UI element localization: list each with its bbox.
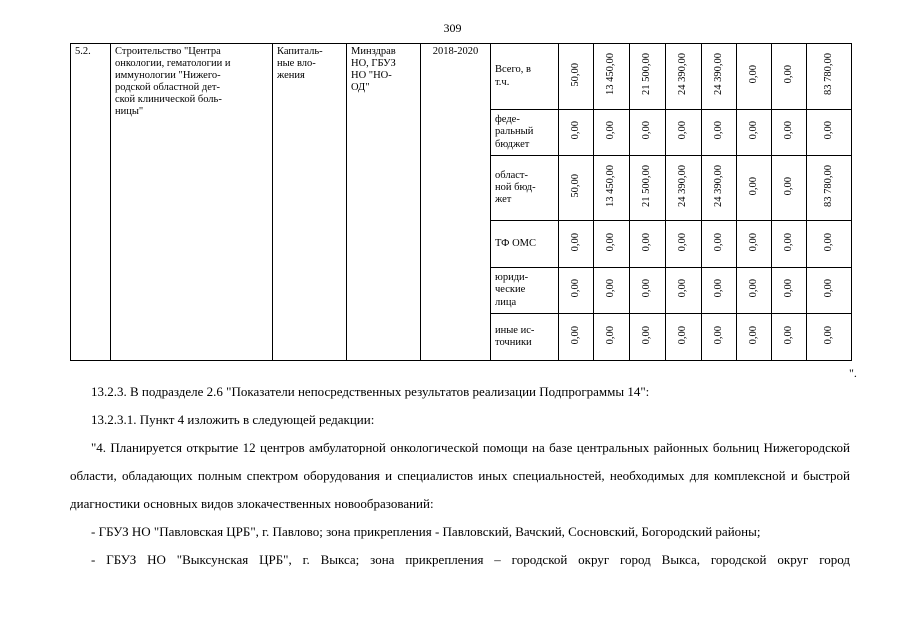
- item-name-line: ницы": [115, 106, 144, 118]
- amount-value: 24 390,00: [712, 164, 724, 207]
- amount-value: 0,00: [712, 121, 724, 140]
- amount-value: 0,00: [747, 232, 759, 252]
- funding-source-line: феде-: [495, 114, 520, 126]
- amount-cell: [666, 110, 702, 156]
- amount-value: 0,00: [822, 279, 834, 298]
- amount-value: 0,00: [677, 279, 689, 298]
- amount-value: 0,00: [822, 325, 834, 345]
- amount-value: 21 500,00: [641, 164, 653, 207]
- amount-cell: [630, 314, 666, 361]
- amount-value: 0,00: [569, 121, 581, 140]
- amount-cell: [807, 110, 852, 156]
- executor-line: ОД": [351, 82, 370, 94]
- funding-source-line: ральный: [495, 126, 534, 138]
- amount-cell: [737, 110, 772, 156]
- paragraph-subsection: 13.2.3. В подразделе 2.6 "Показатели непосредственных результатов реализации Подпрограммы 14":: [91, 384, 650, 399]
- closing-quote: ".: [849, 366, 857, 380]
- body-text: [70, 378, 850, 574]
- amount-value: 0,00: [605, 121, 617, 140]
- amount-cell: [772, 221, 807, 268]
- funding-source-line: Всего, в: [495, 64, 531, 76]
- amount-value: 0,00: [677, 325, 689, 345]
- amount-cell: [594, 110, 630, 156]
- amount-value: 50,00: [569, 62, 581, 87]
- item-name-line: ской клинической боль-: [115, 94, 222, 106]
- amount-value: 0,00: [747, 121, 759, 140]
- funding-source: [491, 44, 559, 110]
- amount-cell: [559, 314, 594, 361]
- expense-type-line: ные вло-: [277, 58, 316, 70]
- amount-cell: [630, 44, 666, 110]
- amount-cell: [772, 44, 807, 110]
- amount-value: 0,00: [677, 232, 689, 252]
- funding-source-line: юриди-: [495, 272, 529, 284]
- amount-value: 24 390,00: [677, 53, 689, 96]
- paragraph-point: 13.2.3.1. Пункт 4 изложить в следующей редакции:: [91, 412, 375, 427]
- item-name-line: родской областной дет-: [115, 82, 220, 94]
- amount-cell: [559, 110, 594, 156]
- amount-cell: [666, 156, 702, 221]
- period: 2018-2020: [421, 44, 491, 361]
- item-number: 5.2.: [71, 44, 111, 361]
- amount-value: 0,00: [747, 176, 759, 196]
- amount-cell: [807, 268, 852, 314]
- funding-source-line: ной бюд-: [495, 181, 536, 193]
- funding-source-line: бюджет: [495, 138, 530, 150]
- item-name-line: иммунологии "Нижего-: [115, 70, 221, 82]
- amount-cell: [702, 44, 737, 110]
- amount-cell: [559, 44, 594, 110]
- amount-cell: [666, 221, 702, 268]
- funding-source: [491, 221, 559, 268]
- paragraph-vyksa: - ГБУЗ НО "Выксунская ЦРБ", г. Выкса; зона прикрепления – городской округ город Выкса, городской округ город: [91, 552, 850, 567]
- amount-value: 0,00: [782, 65, 794, 84]
- amount-cell: [702, 268, 737, 314]
- amount-value: 0,00: [822, 121, 834, 140]
- amount-value: 0,00: [605, 325, 617, 345]
- paragraph-pavlovo: - ГБУЗ НО "Павловская ЦРБ", г. Павлово; зона прикрепления - Павловский, Вачский, Сосновский, Богородский районы;: [91, 524, 761, 539]
- item-name: [111, 44, 273, 361]
- expense-type-line: Капиталь-: [277, 46, 323, 57]
- amount-cell: [630, 110, 666, 156]
- amount-value: 0,00: [712, 325, 724, 345]
- amount-value: 0,00: [782, 279, 794, 298]
- amount-cell: [666, 314, 702, 361]
- amount-cell: [666, 268, 702, 314]
- amount-value: 0,00: [569, 325, 581, 345]
- amount-cell: [630, 221, 666, 268]
- amount-cell: [807, 44, 852, 110]
- executor-line: Минздрав: [351, 46, 396, 57]
- funding-source: [491, 156, 559, 221]
- amount-cell: [702, 221, 737, 268]
- amount-cell: [666, 44, 702, 110]
- amount-cell: [702, 314, 737, 361]
- amount-cell: [559, 268, 594, 314]
- amount-cell: [737, 156, 772, 221]
- paragraph-centers: "4. Планируется открытие 12 центров амбулаторной онкологической помощи на базе центральных районных больниц Нижегородской области, обладающих полным спектром оборудования и специалистов иных специальностей, необходимых для комплексной и быстрой диагностики основных видов злокачественных новообразований:: [70, 440, 850, 511]
- amount-cell: [772, 268, 807, 314]
- funding-source: [491, 110, 559, 156]
- funding-source-line: жет: [495, 194, 512, 206]
- amount-cell: [594, 44, 630, 110]
- funding-source-line: ТФ ОМС: [495, 237, 537, 249]
- budget-table: [70, 43, 852, 361]
- amount-value: 0,00: [747, 279, 759, 298]
- amount-cell: [807, 221, 852, 268]
- amount-value: 83 780,00: [822, 53, 834, 96]
- table-row: [71, 44, 852, 110]
- amount-cell: [559, 156, 594, 221]
- amount-value: 0,00: [569, 232, 581, 252]
- amount-cell: [737, 221, 772, 268]
- amount-cell: [594, 156, 630, 221]
- amount-value: 0,00: [822, 232, 834, 252]
- amount-value: 0,00: [747, 325, 759, 345]
- item-name-line: онкологии, гематологии и: [115, 58, 231, 70]
- amount-cell: [737, 44, 772, 110]
- funding-source: [491, 314, 559, 361]
- amount-cell: [630, 268, 666, 314]
- amount-value: 13 450,00: [605, 164, 617, 207]
- amount-cell: [807, 156, 852, 221]
- expense-type: [273, 44, 347, 361]
- item-name-line: Строительство "Центра: [115, 46, 221, 57]
- funding-source-line: иные ис-: [495, 324, 535, 336]
- expense-type-line: жения: [277, 70, 305, 82]
- amount-value: 0,00: [677, 121, 689, 140]
- amount-value: 24 390,00: [712, 53, 724, 96]
- funding-source-line: т.ч.: [495, 76, 510, 88]
- amount-cell: [559, 221, 594, 268]
- funding-source-line: точники: [495, 337, 532, 348]
- amount-value: 0,00: [641, 121, 653, 140]
- executor-line: НО, ГБУЗ: [351, 58, 396, 70]
- amount-value: 24 390,00: [677, 164, 689, 207]
- executor-line: НО "НО-: [351, 70, 392, 82]
- amount-value: 83 780,00: [822, 164, 834, 207]
- funding-source-line: ческие: [495, 284, 526, 296]
- amount-value: 0,00: [747, 65, 759, 84]
- amount-cell: [807, 314, 852, 361]
- amount-cell: [594, 314, 630, 361]
- amount-value: 50,00: [569, 174, 581, 198]
- amount-cell: [702, 110, 737, 156]
- amount-value: 0,00: [782, 325, 794, 345]
- amount-value: 0,00: [712, 232, 724, 252]
- amount-value: 0,00: [605, 232, 617, 252]
- amount-cell: [737, 268, 772, 314]
- executor: [347, 44, 421, 361]
- funding-source-line: лица: [495, 296, 517, 308]
- amount-value: 0,00: [782, 232, 794, 252]
- funding-source: [491, 268, 559, 314]
- amount-cell: [594, 268, 630, 314]
- page-number: 309: [443, 21, 462, 35]
- amount-cell: [594, 221, 630, 268]
- amount-cell: [737, 314, 772, 361]
- amount-cell: [772, 156, 807, 221]
- amount-value: 13 450,00: [605, 53, 617, 96]
- amount-cell: [772, 110, 807, 156]
- funding-source-line: област-: [495, 169, 528, 181]
- amount-value: 0,00: [641, 232, 653, 252]
- amount-value: 0,00: [605, 279, 617, 298]
- amount-value: 0,00: [782, 121, 794, 140]
- amount-value: 0,00: [641, 325, 653, 345]
- amount-cell: [702, 156, 737, 221]
- amount-cell: [772, 314, 807, 361]
- amount-value: 0,00: [569, 279, 581, 298]
- amount-value: 0,00: [782, 176, 794, 196]
- amount-value: 21 500,00: [641, 53, 653, 96]
- amount-value: 0,00: [641, 279, 653, 298]
- amount-cell: [630, 156, 666, 221]
- amount-value: 0,00: [712, 279, 724, 298]
